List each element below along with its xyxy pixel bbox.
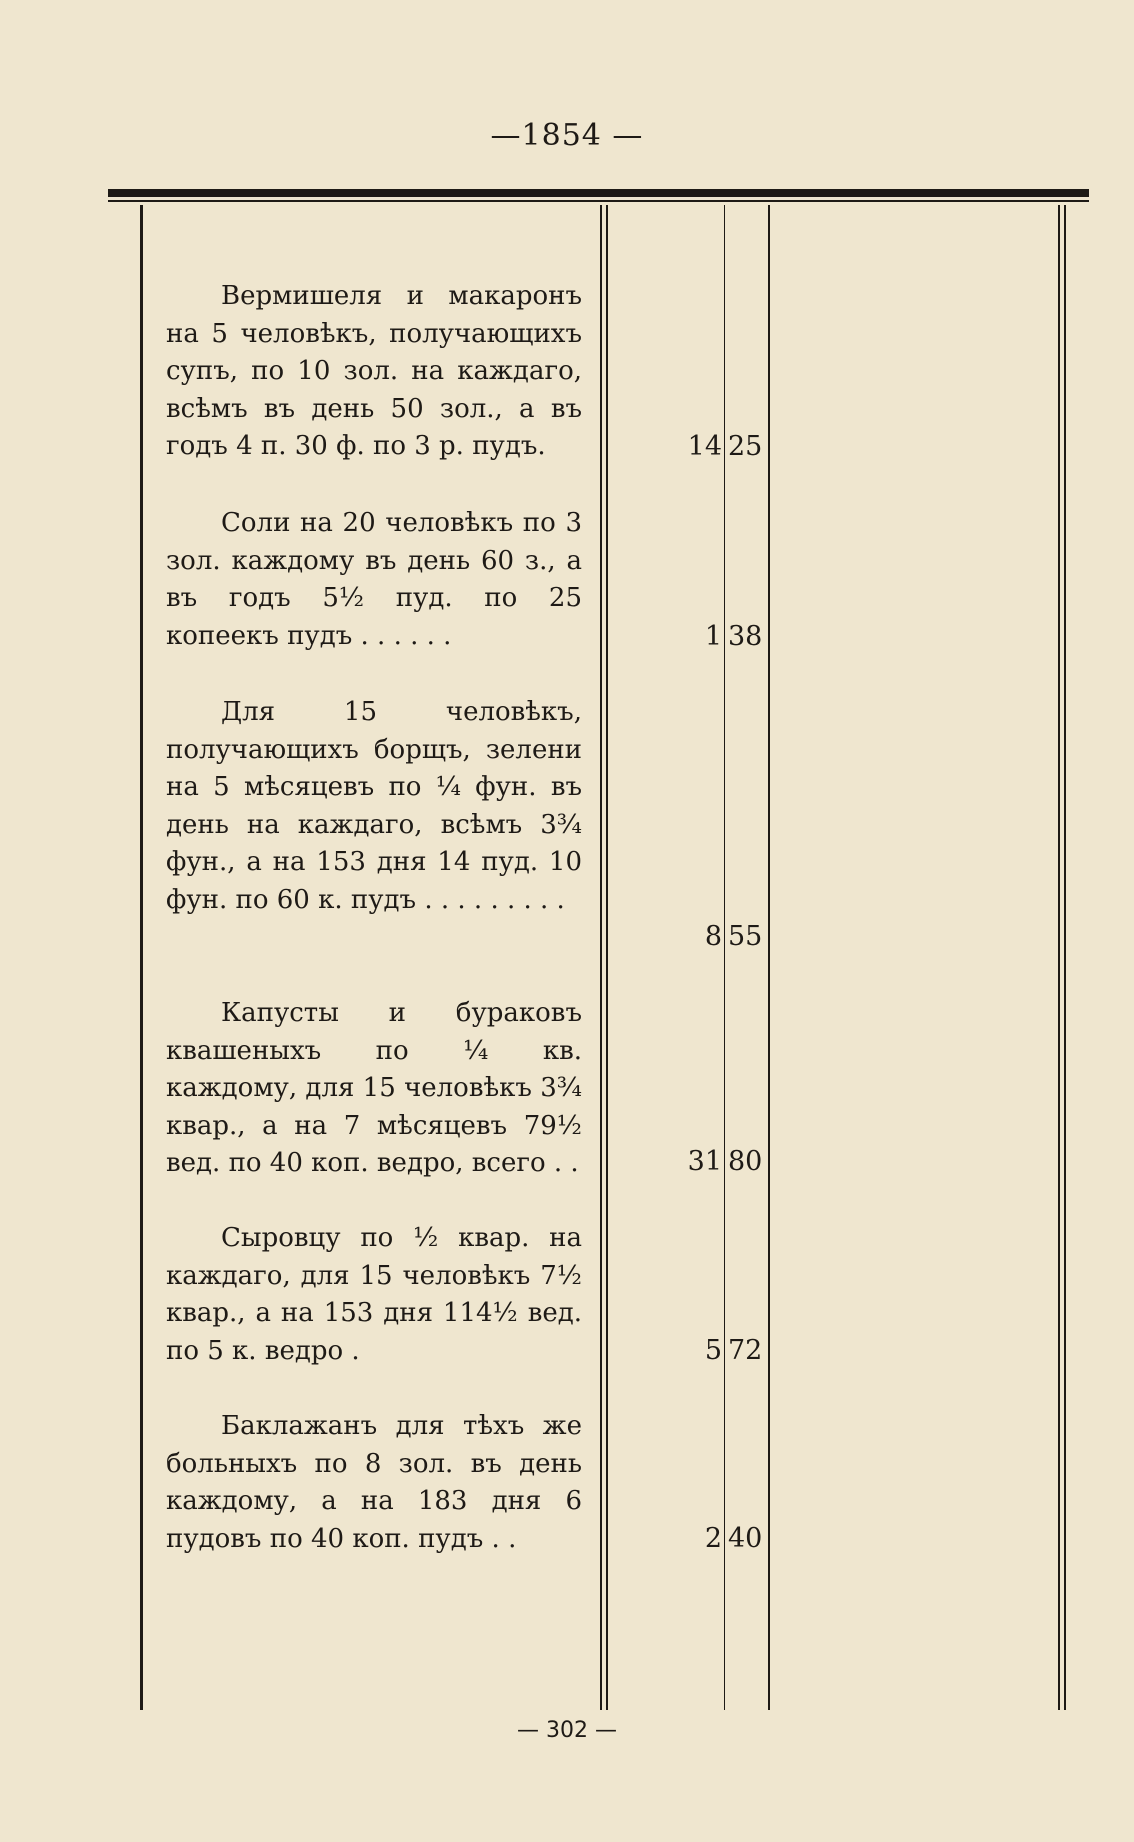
entry-kopecks: 55 <box>728 921 763 952</box>
page-number: — 302 — <box>517 1718 617 1743</box>
entry-vermicelli <box>166 278 582 466</box>
entry-text: Капусты и бураковъ квашеныхъ по ¼ кв. каждому, для 15 человѣкъ 3¾ квар., а на 7 мѣсяцевъ 79½ вед. по 40 коп. ведро, всего . . <box>166 998 582 1178</box>
table-line-right-a <box>1058 205 1060 1710</box>
entry-rubles: 1 <box>704 621 722 652</box>
entry-kopecks: 25 <box>728 431 763 462</box>
entry-text: Баклажанъ для тѣхъ же больныхъ по 8 зол. въ день каждому, а на 183 дня 6 пудовъ по 40 коп. пудъ . . <box>166 1411 582 1554</box>
entry-text: Для 15 человѣкъ, получающихъ борщъ, зелени на 5 мѣсяцевъ по ¼ фун. въ день на каждаго, всѣмъ 3¾ фун., а на 153 дня 14 пуд. 10 фун. по 60 к. пудъ . . . . . . . . . <box>166 697 582 915</box>
page-year-header: —1854 — <box>490 118 644 153</box>
table-line-right-b <box>1064 205 1066 1710</box>
entry-rubles: 31 <box>687 1146 722 1177</box>
entry-salt <box>166 505 582 655</box>
table-line-text-right-b <box>606 205 608 1710</box>
top-rule-thin <box>108 200 1089 202</box>
entry-rubles: 8 <box>704 921 722 952</box>
entry-text: Вермишеля и макаронъ на 5 человѣкъ, получающихъ супъ, по 10 зол. на каждаго, всѣмъ въ день 50 зол., а въ годъ 4 п. 30 ф. по 3 р. пудъ. <box>166 281 582 461</box>
entry-kopecks: 72 <box>728 1335 763 1366</box>
table-line-left <box>140 205 143 1710</box>
table-line-rub-kop <box>724 205 725 1710</box>
entry-kopecks: 38 <box>728 621 763 652</box>
entry-text: Соли на 20 человѣкъ по 3 зол. каждому въ день 60 з., а въ годъ 5½ пуд. по 25 копеекъ пудъ . . . . . . <box>166 508 582 651</box>
entry-text: Сыровцу по ½ квар. на каждаго, для 15 человѣкъ 7½ квар., а на 153 дня 114½ вед. по 5 к. ведро . <box>166 1223 582 1366</box>
entry-syrovets <box>166 1220 582 1370</box>
entry-kopecks: 80 <box>728 1146 763 1177</box>
entry-eggplant <box>166 1408 582 1558</box>
table-line-text-right-a <box>600 205 602 1710</box>
top-rule <box>108 189 1089 197</box>
table-line-kop-right <box>768 205 770 1710</box>
entry-cabbage <box>166 995 582 1183</box>
entry-kopecks: 40 <box>728 1523 763 1554</box>
entry-greens <box>166 694 582 919</box>
entry-rubles: 5 <box>704 1335 722 1366</box>
entry-rubles: 14 <box>687 431 722 462</box>
entry-rubles: 2 <box>704 1523 722 1554</box>
